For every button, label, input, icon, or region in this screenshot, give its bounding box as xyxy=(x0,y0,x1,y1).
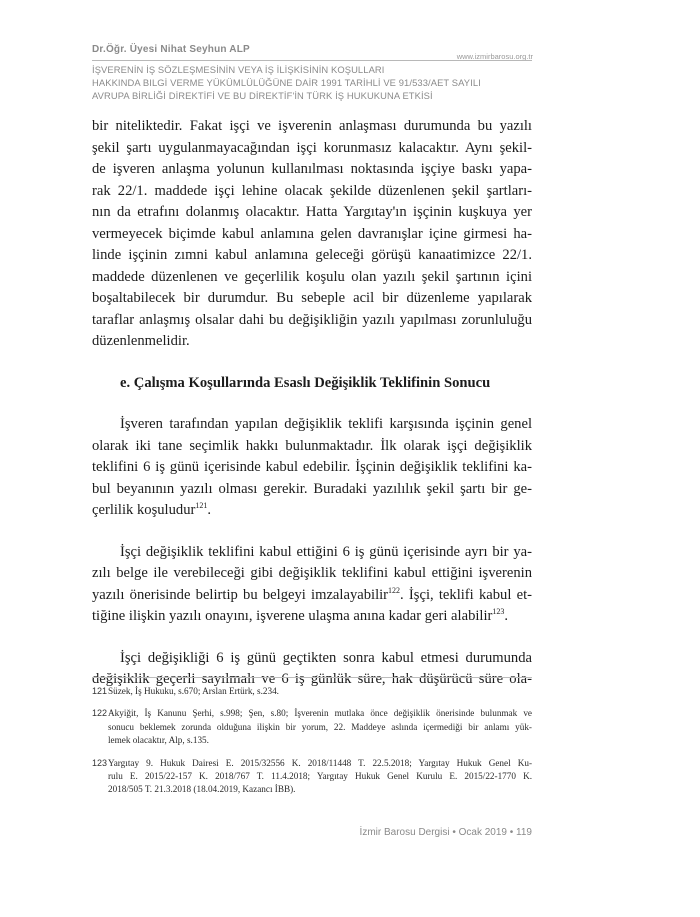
footnote-line: sonucu beklemek zorunda olduğuna ilişkin bir yorum, 22. Maddeye aslında içermediği bir anlamı yük- xyxy=(108,721,532,732)
paragraph-gap xyxy=(92,628,532,648)
footnote-line: Yargıtay 9. Hukuk Dairesi E. 2015/32556 K. 2018/11448 T. 22.5.2018; Yargıtay Hukuk Genel Ku- xyxy=(108,757,532,768)
footnote-ref-122[interactable]: 122 xyxy=(388,585,401,595)
footnote-line: 2018/505 T. 21.3.2018 (18.04.2019, Kazancı İBB). xyxy=(108,784,296,795)
footnote-ref-123[interactable]: 123 xyxy=(492,607,505,617)
header-divider xyxy=(92,60,532,61)
footnote-number: 121 xyxy=(92,686,108,696)
text-line: nın da etrafını dolanmış olacaktır. Hatta Yargıtay'ın işçinin kuşkuya yer xyxy=(92,204,532,220)
site-url[interactable]: www.izmirbarosu.org.tr xyxy=(456,52,533,61)
footnote-122 xyxy=(92,707,532,747)
footnote-line: rulu E. 2015/22-157 K. 2018/767 T. 11.4.2018; Yargıtay Hukuk Genel Kurulu E. 2015/22-1770 K. xyxy=(108,771,532,782)
author-name: Dr.Öğr. Üyesi Nihat Seyhun ALP xyxy=(92,44,250,55)
text-line: de işveren anlaşma yolunun kullanılması noktasında işçiye baskı yapa- xyxy=(92,161,532,177)
text-line xyxy=(92,585,532,607)
paragraph-1 xyxy=(92,116,532,353)
text-line: taraflar anlaşmış olsalar dahi bu değişikliğin yazılı yapılması zorunluluğu xyxy=(92,311,532,328)
paragraph-3 xyxy=(92,542,532,628)
paragraph-gap xyxy=(92,522,532,542)
text-line: çerlilik koşuludur$^{121}$. xyxy=(92,501,212,518)
paragraph-2 xyxy=(92,414,532,522)
text-line: İşçi değişiklik teklifini kabul ettiğini 6 iş günü içerisinde ayrı bir ya- xyxy=(120,543,532,560)
footnote-121 xyxy=(92,685,532,698)
footnote-line: lemek olacaktır, Alp, s.135. xyxy=(108,735,209,746)
text-line: rak 22/1. maddede işçi lehine olacak şekilde düzenlenen şekil şartları- xyxy=(92,182,532,199)
text-line: bir niteliktedir. Fakat işçi ve işverenin anlaşması durumunda bu yazılı xyxy=(92,118,532,134)
text-line: düzenlenmelidir. xyxy=(92,333,190,349)
text-line: maddede düzenlenen ve geçerlilik koşulu olan yazılı şekil şartının içini xyxy=(92,268,532,285)
title-line: HAKKINDA BILGİ VERME YÜKÜMLÜLÜĞÜNE DAİR 1991 TARİHLİ VE 91/533/AET SAYILI xyxy=(92,77,481,88)
text-line: boşaltabilecek bir durumdur. Bu sebeple acil bir düzenleme yapılarak xyxy=(92,290,532,306)
footnote-123 xyxy=(92,757,532,797)
title-line: İŞVERENİN İŞ SÖZLEŞMESİNİN VEYA İŞ İLİŞKİSİNİN KOŞULLARI xyxy=(92,64,385,75)
text-line: İşçi değişikliği 6 iş günü geçtikten sonra kabul etmesi durumunda xyxy=(120,649,532,666)
text-line: zılı belge ile verebileceği gibi değişiklik teklifini kabul ettiğini işverenin xyxy=(92,565,532,581)
text-line: değişiklik geçerli sayılmalı ve 6 iş günlük süre, hak düşürücü süre ola- xyxy=(92,671,532,687)
text-line: vermeyecek biçimde kabul anlamına gelen davranışlar içine girmesi ha- xyxy=(92,225,532,242)
footnote-number: 123 xyxy=(92,757,108,768)
text-fragment: yazılı önerisinde belirtip bu belgeyi imzalayabilir xyxy=(92,586,389,603)
footnotes xyxy=(92,685,532,806)
text-line: tiğine ilişkin yazılı onayını, işverene ulaşma anına kadar geri alabilir$^{123}$. xyxy=(92,607,509,624)
text-fragment: tiğine ilişkin yazılı onayını, işverene ulaşma anına kadar geri alabilir xyxy=(92,608,493,624)
footnote-line: Süzek, İş Hukuku, s.670; Arslan Ertürk, s.234. xyxy=(108,686,279,696)
footnote-number: 122 xyxy=(92,708,108,719)
text-line: İşveren tarafından yapılan değişiklik teklifi karşısında işçinin genel xyxy=(120,416,532,432)
article-title xyxy=(92,63,532,102)
text-fragment: . İşçi, teklifi kabul et- xyxy=(400,586,532,603)
section-heading: e. Çalışma Koşullarında Esaslı Değişiklik Teklifinin Sonucu xyxy=(120,374,491,391)
footnote-ref-121[interactable]: 121 xyxy=(195,501,208,511)
page-footer: İzmir Barosu Dergisi • Ocak 2019 • 119 xyxy=(359,827,532,838)
text-line: şekil şartı uygulanmayacağından işçi korunmasız kalacaktır. Aynı şekil- xyxy=(92,139,532,156)
footnote-divider xyxy=(92,677,532,678)
text-line: bul beyanının yazılı olması gerekir. Buradaki yazılılık şekil şartı bir ge- xyxy=(92,480,532,497)
title-line: AVRUPA BİRLİĞİ DİREKTİFİ VE BU DİREKTİF'İN TÜRK İŞ HUKUKUNA ETKİSİ xyxy=(92,90,433,101)
body-text xyxy=(92,116,532,691)
text-line: olarak iki tane seçimlik hakkı bulunmaktadır. İlk olarak işçi değişiklik xyxy=(92,437,532,454)
text-fragment: çerlilik koşuludur xyxy=(92,502,196,518)
text-line: teklifini 6 iş günü içerisinde kabul edebilir. İşçinin değişiklik teklifini ka- xyxy=(92,459,532,475)
text-line: linde işçinin zımni kabul anlamına geleceği görüşü kanaatimizce 22/1. xyxy=(92,247,532,263)
footnote-line: Akyiğit, İş Kanunu Şerhi, s.998; Şen, s.80; İşverenin mutlaka önce değişiklik önerisinde bulunmak ve xyxy=(108,708,532,719)
